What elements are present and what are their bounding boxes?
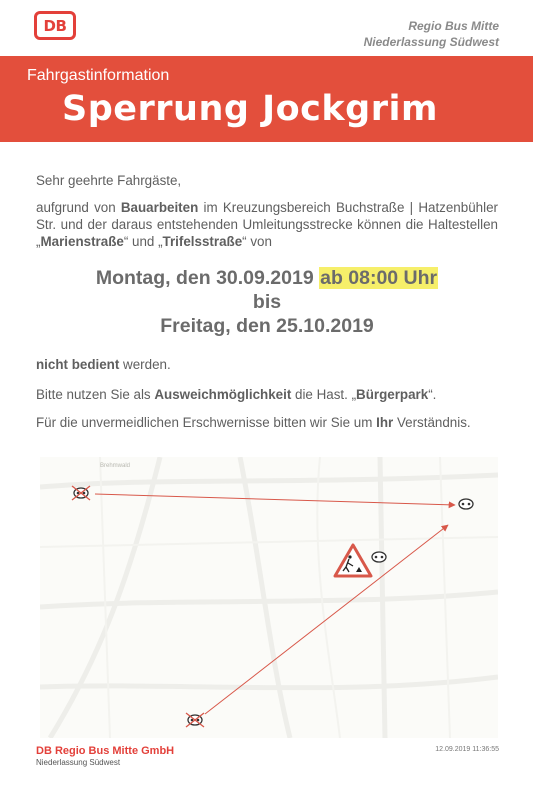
db-logo: DB — [34, 11, 76, 40]
org-line-1: Regio Bus Mitte — [408, 19, 499, 33]
bold-marienstrasse: Marienstraße — [40, 234, 124, 249]
banner-subtitle: Fahrgastinformation — [27, 67, 170, 84]
text: Für die unvermeidlichen Erschwernisse bitten wir Sie um — [36, 415, 377, 430]
date-end: Freitag, den 25.10.2019 — [160, 315, 374, 337]
street-label: Brehmwald — [100, 463, 131, 469]
bold-bauarbeiten: Bauarbeiten — [120, 200, 199, 215]
text: werden. — [119, 357, 171, 372]
bold-nicht-bedient: nicht bedient — [36, 357, 120, 372]
date-start: Montag, den 30.09.2019 — [95, 267, 314, 289]
bus-stop-icon — [459, 499, 473, 509]
detour-map — [40, 457, 498, 738]
closed-stop-icon — [186, 713, 204, 727]
org-line-2: Niederlassung Südwest — [363, 35, 499, 49]
greeting: Sehr geehrte Fahrgäste, — [36, 173, 182, 188]
footer-branch: Niederlassung Südwest — [36, 758, 121, 767]
apology-paragraph — [36, 414, 498, 431]
text: aufgrund von — [36, 200, 121, 215]
text: Verständnis. — [393, 415, 471, 430]
bold-buergerpark: Bürgerpark — [356, 387, 429, 402]
alternative-stop-paragraph — [36, 386, 498, 403]
closed-stop-icon — [72, 486, 90, 500]
not-served-paragraph — [36, 356, 498, 373]
text: “ und „ — [123, 234, 163, 249]
text: “ von — [242, 234, 272, 249]
date-start-line — [36, 266, 498, 290]
organization-header — [364, 18, 499, 50]
date-separator: bis — [252, 291, 282, 313]
bold-trifelsstrasse: Trifelsstraße — [162, 234, 243, 249]
date-range — [36, 266, 498, 338]
notice-paragraph — [36, 199, 498, 250]
footer-timestamp: 12.09.2019 11:36:55 — [435, 746, 499, 753]
bold-ausweich: Ausweichmöglichkeit — [154, 387, 292, 402]
text: “. — [428, 387, 437, 402]
bold-ihr: Ihr — [376, 415, 394, 430]
bus-stop-icon — [372, 552, 386, 562]
text: die Hast. „ — [291, 387, 357, 402]
page-title: Sperrung Jockgrim — [62, 89, 438, 129]
title-banner — [0, 56, 533, 142]
text: Bitte nutzen Sie als — [36, 387, 155, 402]
footer-company: DB Regio Bus Mitte GmbH — [36, 745, 175, 757]
text: im Kreuzungsbereich Buchstraße | Hatzenbühler Str. und der daraus entstehenden Umleitungsstrecke können die Haltestellen „ — [36, 200, 498, 249]
time-start-highlight: ab 08:00 Uhr — [320, 267, 438, 289]
